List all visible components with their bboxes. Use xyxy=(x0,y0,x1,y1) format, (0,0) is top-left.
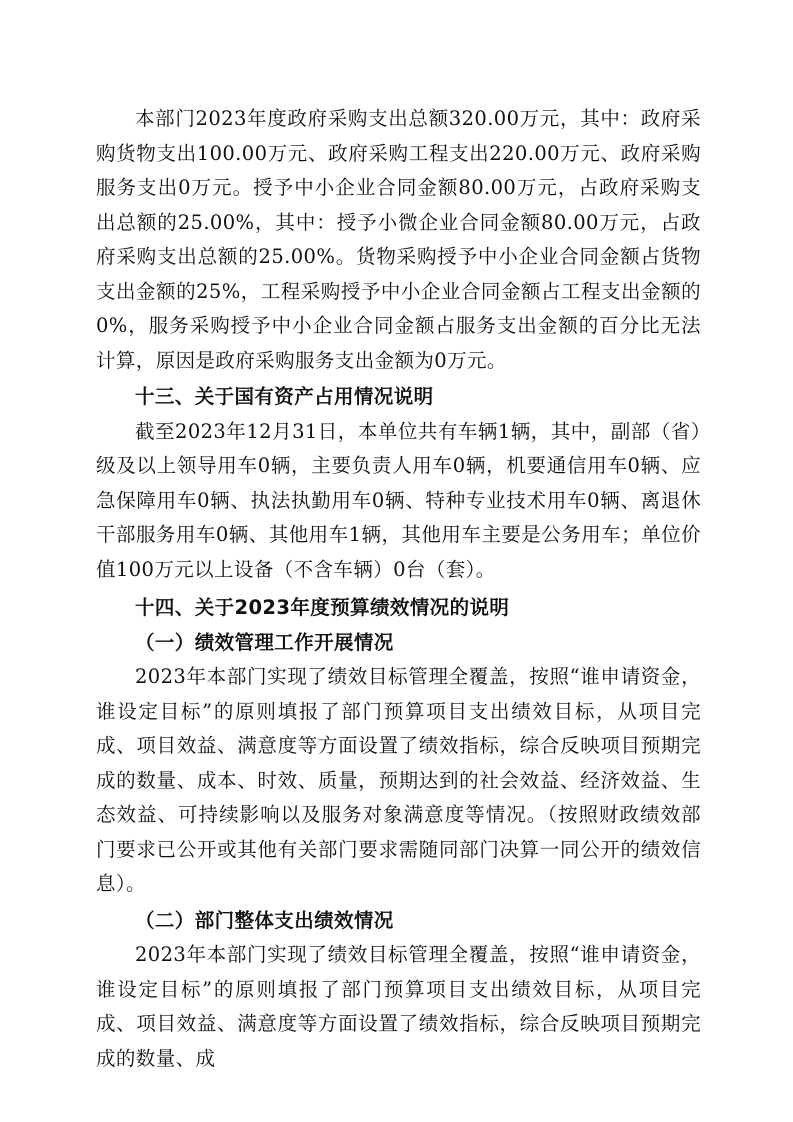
overall-expenditure-paragraph: 2023年本部门实现了绩效目标管理全覆盖，按照“谁申请资金，谁设定目标”的原则填报了部门预算项目支出绩效目标，从项目完成、项目效益、满意度等方面设置了绩效指标，综合反映项目预期完成的数量、成 xyxy=(96,943,701,1070)
subsection-1-heading: （一）绩效管理工作开展情况 xyxy=(135,630,394,654)
assets-paragraph: 截至2023年12月31日，本单位共有车辆1辆，其中，副部（省）级及以上领导用车0辆，主要负责人用车0辆，机要通信用车0辆、应急保障用车0辆、执法执勤用车0辆、特种专业技术用车0辆、离退休干部服务用车0辆、其他用车1辆，其他用车主要是公务用车；单位价值100万元以上设备（不含车辆）0台（套）。 xyxy=(96,419,701,581)
document-body xyxy=(96,102,701,1076)
performance-management-paragraph: 2023年本部门实现了绩效目标管理全覆盖，按照“谁申请资金，谁设定目标”的原则填报了部门预算项目支出绩效目标，从项目完成、项目效益、满意度等方面设置了绩效指标，综合反映项目预期完成的数量、成本、时效、质量，预期达到的社会效益、经济效益、生态效益、可持续影响以及服务对象满意度等情况。（按照财政绩效部门要求已公开或其他有关部门要求需随同部门决算一同公开的绩效信息）。 xyxy=(96,665,701,895)
subsection-2-heading: （二）部门整体支出绩效情况 xyxy=(135,908,394,932)
section-14-heading: 十四、关于2023年度预算绩效情况的说明 xyxy=(135,596,510,619)
section-13-heading: 十三、关于国有资产占用情况说明 xyxy=(135,385,434,408)
procurement-paragraph: 本部门2023年度政府采购支出总额320.00万元，其中：政府采购货物支出100.00万元、政府采购工程支出220.00万元、政府采购服务支出0万元。授予中小企业合同金额80.00万元，占政府采购支出总额的25.00%，其中：授予小微企业合同金额80.00万元，占政府采购支出总额的25.00%。货物采购授予中小企业合同金额占货物支出金额的25%，工程采购授予中小企业合同金额占工程支出金额的0%，服务采购授予中小企业合同金额占服务支出金额的百分比无法计算，原因是政府采购服务支出金额为0万元。 xyxy=(96,107,701,372)
